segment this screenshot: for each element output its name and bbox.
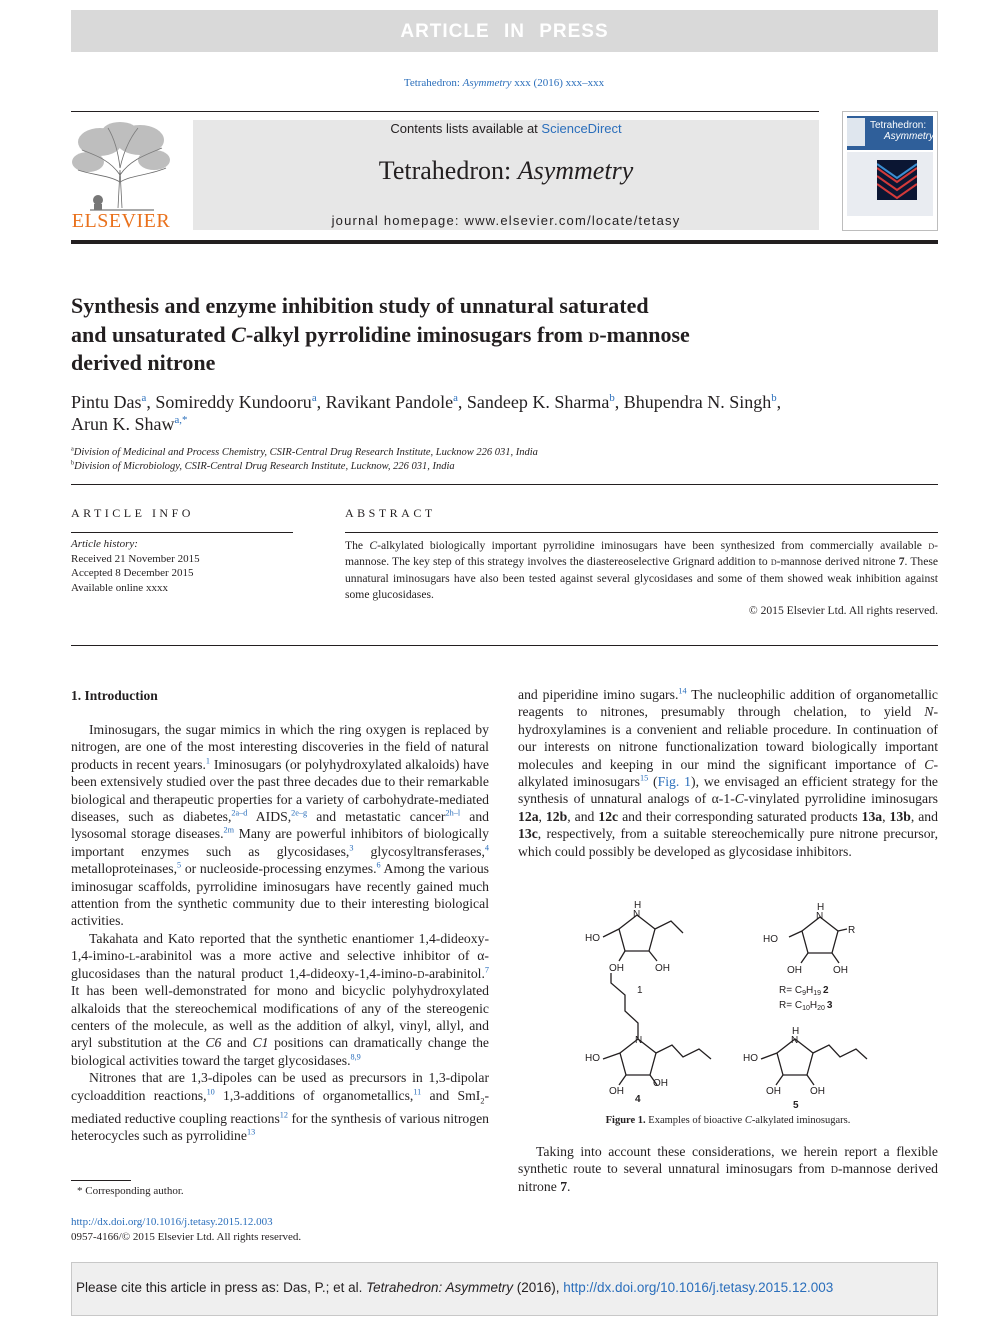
- journal-homepage[interactable]: journal homepage: www.elsevier.com/locate/tetasy: [331, 213, 681, 228]
- journal-cover-thumbnail[interactable]: [842, 111, 938, 231]
- intro-paragraph-3: [71, 1069, 489, 1144]
- author[interactable]: [467, 392, 615, 412]
- compound-ref: 13c: [518, 826, 538, 842]
- figure-1-structures: [555, 893, 925, 1108]
- cite-prefix: Please cite this article in press as: Das, P.; et al.: [76, 1280, 363, 1295]
- author-affiliation-mark[interactable]: b: [609, 392, 615, 404]
- citation-ref[interactable]: 2m: [223, 825, 235, 835]
- abstract-part: -mannose derived nitrone: [776, 555, 896, 569]
- author-name: Sandeep K. Sharma: [466, 392, 610, 412]
- journal-title-plain: Tetrahedron:: [378, 156, 512, 185]
- pentyl-chain: [813, 1045, 867, 1059]
- nh-label: N: [633, 909, 641, 920]
- caption-text: C: [744, 1115, 752, 1126]
- author-affiliation-mark[interactable]: a: [141, 392, 147, 404]
- abstract-part: . These unnatural iminosugars have also been tested against several glycosidases and some of them showed weak inhibition against some glucosidases.: [345, 555, 938, 601]
- article-info-heading: ARTICLE INFO: [71, 506, 194, 520]
- author-name: Ravikant Pandole: [325, 392, 454, 412]
- abstract-rule: [345, 532, 938, 533]
- caption-text: -alkylated iminosugars.: [751, 1115, 851, 1126]
- nh-label: N: [791, 1035, 799, 1046]
- section-rule: [71, 645, 938, 646]
- abstract-part: d: [928, 539, 935, 552]
- text-run: Many are powerful inhibitors of biologically important enzymes such as glycosidases,: [71, 826, 489, 859]
- text-run: It has been well-demonstrated for mono and bicyclic polyhydroxylated alkaloids that the stereochemical modifications of any of the stereogenic centers of the molecule, as well as the addition of alkyl, vinyl, allyl, and aryl substitution at the: [71, 983, 489, 1051]
- abstract-text: [345, 538, 938, 619]
- footnote-text: Corresponding author.: [85, 1185, 184, 1197]
- corresponding-author-note: [71, 1185, 184, 1197]
- cite-year: (2016),: [516, 1280, 560, 1295]
- citation-journal-italic: Asymmetry: [462, 77, 512, 89]
- journal-title: [193, 156, 819, 186]
- r-definition-2: [779, 985, 829, 997]
- cover-title-italic: Asymmetry: [884, 131, 934, 142]
- oh-bond: [649, 951, 657, 961]
- text-run: Taking into account these considerations, we herein report a flexible synthetic route to several unnatural iminosugars from: [518, 1144, 938, 1177]
- citation-ref[interactable]: 11: [413, 1086, 422, 1096]
- oh-bond: [832, 953, 839, 963]
- right-paragraph-1: and piperidine imino sugars.$^{14}$ The nucleophilic addition of organometallic reagents to nitrones, presumably through chelation, to yield N-hydroxylamines is a convenient and reliable procedure. In continuation of our interests on nitrone functionalization toward biologically important molecules and keeping in our mind the significant importance of C-alkylated iminosugars$^{15}$ (Fig. 1), we envisaged an efficient strategy for the synthesis of unnatural analogs of α-1-C-vinylated pyrrolidine iminosugars 12a, 12b, and 12c and their corresponding saturated products 13a, 13b, and 13c, respectively, from a suitable stereochemically pure nitrone precursor, which could possibly be developed as glycosidase inhibitors.: [518, 686, 939, 859]
- oh-label: OH: [653, 1078, 668, 1089]
- affiliation-a: [71, 446, 538, 460]
- text-run: or nucleoside-processing enzymes.: [181, 861, 377, 877]
- abstract-part: -alkylated biologically important pyrrolidine iminosugars have been synthesized from commercially available: [377, 539, 922, 552]
- text-run: and: [221, 1035, 253, 1051]
- h: H: [805, 985, 814, 996]
- history-label: Article history:: [71, 538, 138, 550]
- intro-right-column: [518, 686, 938, 860]
- butyl-chain: [611, 973, 638, 1039]
- ho-label: HO: [743, 1053, 758, 1064]
- title-line-3: derived nitrone: [71, 350, 216, 375]
- h-label: H: [634, 900, 642, 911]
- header-rule: [71, 111, 819, 112]
- ho-label: HO: [585, 1053, 600, 1064]
- author-affiliation-mark[interactable]: a: [311, 392, 317, 404]
- author-name: Arun K. Shaw: [71, 414, 175, 434]
- citation-ref[interactable]: 3: [349, 843, 354, 853]
- abstract-part: d: [770, 555, 777, 569]
- text-run: , and: [567, 808, 599, 824]
- author-name: Somireddy Kundooru: [155, 392, 312, 412]
- author[interactable]: [326, 392, 458, 412]
- oh-bond: [801, 953, 808, 963]
- cite-box-text: [76, 1280, 833, 1295]
- r-definition-3: [779, 1000, 833, 1012]
- title-line-1: Synthesis and enzyme inhibition study of unnatural saturated: [71, 293, 649, 318]
- citation-ref[interactable]: 10: [206, 1086, 215, 1096]
- oh-label: OH: [609, 1086, 624, 1097]
- text-run: Nitrones that are 1,3-dipoles can be used as precursors in 1,3-dipolar cycloaddition reactions,: [71, 1070, 489, 1103]
- text-run: for the synthesis of various nitrogen heterocycles such as pyrrolidine: [71, 1110, 490, 1144]
- text-run: d: [417, 965, 425, 981]
- elsevier-wordmark: ELSEVIER: [71, 210, 171, 232]
- affiliation-key: a: [71, 445, 74, 453]
- author[interactable]: [71, 414, 187, 434]
- h-label: H: [817, 902, 825, 913]
- text-run: Iminosugars (or polyhydroxylated alkaloids) have been extensively studied over the past three decades due to their remarkable biological and therapeutic properties for a variety of carbohydrate-mediated diseases, such as diabetes,: [71, 756, 489, 825]
- nh-label: N: [816, 911, 824, 922]
- h-label: H: [792, 1026, 800, 1037]
- compound-ref: 13a: [861, 808, 883, 824]
- sub: 10: [802, 1005, 810, 1012]
- author-affiliation-mark[interactable]: b: [771, 392, 777, 404]
- article-title: [71, 292, 901, 378]
- rights-text: 0957-4166/© 2015 Elsevier Ltd. All rights reserved.: [71, 1231, 302, 1243]
- text-run: , respectively, from a suitable stereochemically pure nitrone precursor, which could possibly be developed as glycosidase inhibitors.: [518, 826, 938, 859]
- doi-block: [71, 1215, 301, 1245]
- ring-bond: [802, 917, 838, 953]
- text-run: -hydroxylamines is a convenient and reliable procedure. In continuation of our interests on nitrone functionalization toward biologically important molecules and keeping in our mind the significant importance of: [518, 704, 938, 772]
- r-label: R: [848, 925, 856, 936]
- cover-graphic-icon: [877, 160, 917, 200]
- oh-bond: [619, 951, 625, 961]
- sub: 9: [802, 990, 806, 997]
- text-run: C: [924, 756, 934, 772]
- cover-logo-block: [847, 118, 865, 146]
- text-run: AIDS,: [247, 809, 292, 825]
- history-received: Received 21 November 2015: [71, 552, 200, 565]
- compound-number: 1: [637, 985, 643, 996]
- journal-title-italic: Asymmetry: [517, 156, 634, 185]
- doi-link[interactable]: http://dx.doi.org/10.1016/j.tetasy.2015.12.003: [71, 1216, 273, 1228]
- author[interactable]: [624, 392, 777, 412]
- history-online: Available online xxxx: [71, 581, 168, 594]
- ho-label: HO: [763, 934, 778, 945]
- text-run: and metastatic cancer: [307, 809, 446, 825]
- r-eq: R= C: [779, 1000, 803, 1011]
- oh-bond: [807, 1075, 814, 1085]
- ch2-bond: [603, 1053, 620, 1059]
- figure-1-caption: [518, 1115, 938, 1126]
- oh-label: OH: [810, 1086, 825, 1097]
- text-run: positions can dramatically change the biological activities toward the target glycosidases.: [71, 1035, 489, 1068]
- text-run: 1,3-additions of organometallics,: [214, 1087, 414, 1103]
- footnote-rule: [71, 1180, 131, 1181]
- text-run: -arabinitol.: [424, 965, 485, 981]
- abstract-heading: ABSTRACT: [345, 506, 436, 520]
- compound-number: 4: [635, 1094, 641, 1105]
- oh-bond: [776, 1075, 783, 1085]
- header-thick-rule: [71, 240, 938, 244]
- ch2-bond: [761, 1053, 777, 1059]
- text-run: -arabinitol was a more active and selective inhibitor of α-glucosidases than the natural product 1,4-dideoxy-1,4-imino-: [71, 948, 489, 981]
- oh-bond: [619, 1075, 626, 1085]
- compound-ref: 12c: [598, 808, 619, 824]
- intro-paragraph-2: [71, 930, 489, 1069]
- text-run: Iminosugars, the sugar mimics in which the ring oxygen is replaced by nitrogen, are one of the most interesting discoveries in the field of natural products in recent years.: [71, 722, 489, 772]
- cover-title-plain: Tetrahedron:: [870, 120, 927, 131]
- text-run: Among the various iminosugar scaffolds, pyrrolidine iminosugars have recently gained much attention from the synthetic community due to their interesting biological activities.: [71, 861, 489, 929]
- text-run: , we envisaged an efficient strategy for the synthesis of unnatural analogs of α-1-: [518, 774, 938, 807]
- text-run: 2: [480, 1096, 485, 1106]
- citation-ref[interactable]: 5: [177, 860, 182, 870]
- citation-ref[interactable]: 15: [639, 773, 649, 783]
- cite-doi-link[interactable]: http://dx.doi.org/10.1016/j.tetasy.2015.12.003: [563, 1280, 834, 1295]
- text-run: and their corresponding saturated products: [618, 808, 862, 824]
- footnote-star: *: [77, 1185, 83, 1197]
- text-run: -alkylated iminosugars: [518, 756, 938, 790]
- compound-ref: 7: [560, 1178, 568, 1194]
- cover-title: [870, 120, 934, 142]
- section-rule: [71, 484, 938, 485]
- sub: 19: [813, 990, 821, 997]
- abstract-part: C: [369, 539, 378, 552]
- citation-ref[interactable]: 12: [279, 1110, 289, 1120]
- abstract-part: -mannose. The key step of this strategy involves the diastereoselective Grignard addition to: [345, 539, 939, 569]
- affiliation-b: [71, 460, 455, 474]
- text-run: d: [830, 1161, 838, 1177]
- citation-ref[interactable]: 13: [246, 1127, 256, 1137]
- intro-paragraph-1: [71, 721, 489, 930]
- author[interactable]: [155, 392, 316, 412]
- n-label: N: [635, 1035, 643, 1046]
- title-line-2b: C: [231, 321, 246, 347]
- ch2-bond: [603, 929, 619, 937]
- ring-bond: [619, 915, 655, 951]
- right-paragraph-2: [518, 1143, 938, 1195]
- compound-ref: 12a: [518, 808, 539, 824]
- ethyl-bond: [655, 921, 683, 933]
- compound-number: 5: [793, 1100, 799, 1108]
- citation-ref[interactable]: 4: [484, 843, 489, 853]
- citation-ref[interactable]: 1: [205, 756, 211, 766]
- text-run: -vinylated pyrrolidine iminosugars: [743, 791, 938, 807]
- oh-label: OH: [609, 963, 624, 974]
- author[interactable]: [71, 392, 146, 412]
- text-run: and lysosomal storage diseases.: [71, 809, 490, 842]
- h: H: [809, 1000, 818, 1011]
- oh-label: OH: [766, 1086, 781, 1097]
- citation-ref[interactable]: 7: [484, 965, 489, 975]
- compound-ref: 7: [898, 555, 905, 569]
- author-name: Bhupendra N. Singh: [623, 392, 772, 412]
- text-run: -mannose derived nitrone: [518, 1161, 939, 1194]
- title-line-2e: -mannose: [599, 321, 690, 347]
- sub: 20: [817, 1005, 825, 1012]
- citation-ref[interactable]: 2e–g: [291, 808, 308, 818]
- text-run: l: [129, 948, 136, 964]
- compound-ref: 13b: [889, 808, 911, 824]
- citation-ref[interactable]: 8,9: [350, 1052, 361, 1062]
- oh-label: OH: [833, 965, 848, 976]
- intro-heading: 1. Introduction: [71, 688, 158, 703]
- text-run: Takahata and Kato reported that the synthetic enantiomer 1,4-dideoxy-1,4-imino-: [71, 930, 489, 964]
- citation-ref[interactable]: 14: [678, 686, 687, 696]
- citation-ref[interactable]: 2h–l: [445, 808, 461, 818]
- text-run: and SmI: [421, 1087, 481, 1103]
- text-run: glycosyltransferases,: [353, 843, 485, 859]
- author-affiliation-mark[interactable]: a: [453, 392, 458, 404]
- compound-ref: 12b: [545, 808, 568, 824]
- citation-ref[interactable]: 6: [376, 860, 381, 870]
- text-run: C: [734, 791, 744, 807]
- text-run: -mediated reductive coupling reactions: [71, 1087, 489, 1126]
- oh-label: OH: [655, 963, 670, 974]
- title-line-2a: and unsaturated: [71, 321, 226, 347]
- citation-journal: Tetrahedron:: [403, 77, 460, 89]
- text-run: and piperidine imino sugars.: [518, 687, 679, 702]
- article-info-rule: [71, 532, 293, 533]
- title-line-2c: -alkyl pyrrolidine iminosugars from: [245, 321, 583, 347]
- cite-journal: Tetrahedron: Asymmetry: [366, 1280, 513, 1295]
- text-run: N: [924, 704, 934, 720]
- sciencedirect-link[interactable]: ScienceDirect: [541, 121, 622, 136]
- text-run: .: [567, 1178, 571, 1194]
- caption-text: Examples of bioactive: [648, 1115, 743, 1126]
- article-in-press-banner: ARTICLE IN PRESS: [71, 10, 938, 52]
- r-bond: [838, 929, 847, 931]
- contents-prefix: Contents lists available at: [390, 121, 538, 136]
- abstract-copyright: © 2015 Elsevier Ltd. All rights reserved.: [748, 604, 938, 618]
- contents-line: [193, 121, 819, 136]
- ch2-bond: [789, 931, 802, 937]
- oh-label: OH: [787, 965, 802, 976]
- text-run: , and: [910, 808, 938, 824]
- pentyl-chain: [656, 1045, 711, 1059]
- intro-left-column: [71, 721, 489, 1144]
- article-history: [71, 537, 200, 595]
- text-run: C1: [252, 1035, 269, 1051]
- r-eq: R= C: [779, 985, 803, 996]
- compound-number: 3: [826, 1000, 833, 1011]
- compound-number: 2: [823, 985, 829, 996]
- citation-rest: xxx (2016) xxx–xxx: [514, 77, 605, 89]
- figure-1-link[interactable]: Fig. 1: [657, 774, 691, 790]
- affiliation-key: b: [71, 459, 75, 467]
- affiliation-text: Division of Medicinal and Process Chemistry, CSIR-Central Drug Research Institute, Lucknow 226 031, India: [73, 447, 538, 458]
- author-list: Pintu Das$^a$, Somireddy Kundooru$^a$, Ravikant Pandole$^a$, Sandeep K. Sharma$^b$, Bhupendra N. Singh$^b$, Arun K. Shaw$^{a,*}$: [71, 392, 782, 434]
- ho-label: HO: [585, 933, 600, 944]
- author-name: Pintu Das: [71, 392, 142, 412]
- citation-ref[interactable]: 2a–d: [231, 808, 248, 818]
- text-run: C6: [205, 1035, 222, 1051]
- text-run: metalloproteinases,: [71, 861, 178, 877]
- caption-label: Figure 1.: [605, 1115, 646, 1126]
- affiliation-text: Division of Microbiology, CSIR-Central Drug Research Institute, Lucknow, 226 031, India: [74, 461, 455, 472]
- abstract-part: The: [345, 539, 364, 552]
- text-run: The nucleophilic addition of organometallic reagents to nitrones, presumably through chelation, to yield: [518, 687, 939, 720]
- history-accepted: Accepted 8 December 2015: [71, 567, 194, 580]
- title-line-2d: d: [588, 321, 600, 347]
- journal-citation-top[interactable]: [0, 77, 992, 89]
- author-affiliation-mark[interactable]: a,*: [174, 414, 188, 426]
